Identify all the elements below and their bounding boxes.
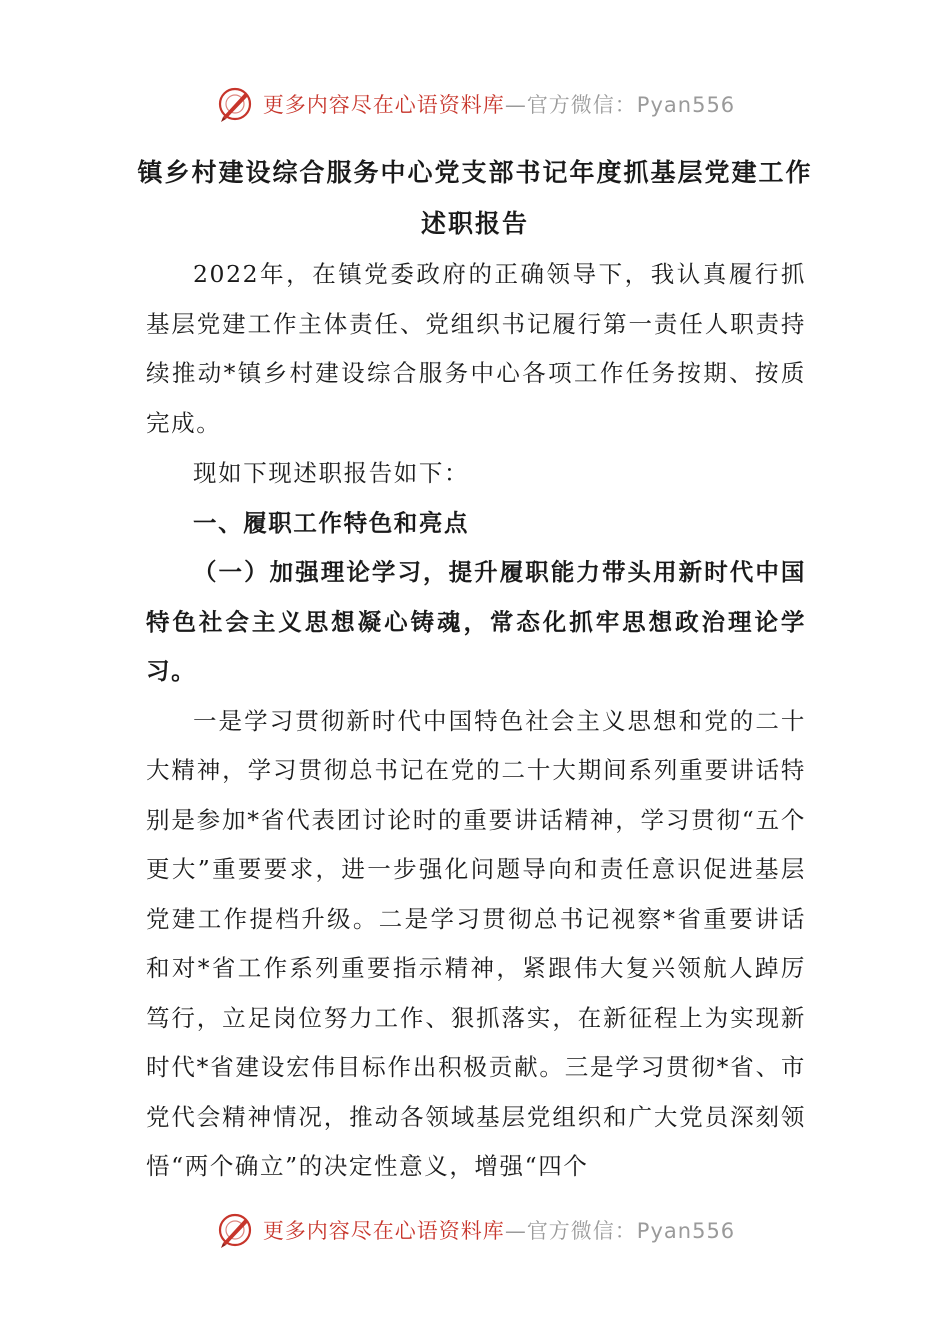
banner-site-name: 更多内容尽在心语资料库 [262, 1219, 505, 1243]
banner-text [263, 1215, 735, 1245]
banner-text [263, 89, 735, 119]
pen-circle-logo-icon [215, 1210, 255, 1250]
paragraph-report-lead: 现如下现述职报告如下： [193, 459, 470, 487]
document-body [146, 250, 806, 1192]
subsection-heading-1: （一）加强理论学习，提升履职能力带头用新时代中国特色社会主义思想凝心铸魂，常态化抓牢思想政治理论学习。 [146, 558, 806, 685]
paragraph-study-details: 一是学习贯彻新时代中国特色社会主义思想和党的二十大精神，学习贯彻总书记在党的二十大期间系列重要讲话特别是参加*省代表团讨论时的重要讲话精神，学习贯彻“五个更大”重要要求，进一步强化问题导向和责任意识促进基层党建工作提档升级。二是学习贯彻总书记视察*省重要讲话和对*省工作系列重要指示精神，紧跟伟大复兴领航人踔厉笃行，立足岗位努力工作、狠抓落实，在新征程上为实现新时代*省建设宏伟目标作出积极贡献。三是学习贯彻*省、市党代会精神情况，推动各领域基层党组织和广大党员深刻领悟“两个确立”的决定性意义，增强“四个 [146, 706, 806, 1180]
banner-site-name: 更多内容尽在心语资料库 [262, 93, 505, 117]
footer-banner [0, 1208, 950, 1252]
banner-wechat: —官方微信：Pyan556 [504, 93, 736, 117]
header-banner [0, 82, 950, 126]
section-heading-1: 一、履职工作特色和亮点 [193, 508, 470, 537]
pen-circle-logo-icon [215, 84, 255, 124]
document-title-line1: 镇乡村建设综合服务中心党支部书记年度抓基层党建工作 [137, 158, 813, 187]
banner-wechat: —官方微信：Pyan556 [504, 1219, 736, 1243]
document-title-line2: 述职报告 [420, 209, 529, 238]
paragraph-intro: 2022年，在镇党委政府的正确领导下，我认真履行抓基层党建工作主体责任、党组织书记履行第一责任人职责持续推动*镇乡村建设综合服务中心各项工作任务按期、按质完成。 [146, 260, 806, 437]
